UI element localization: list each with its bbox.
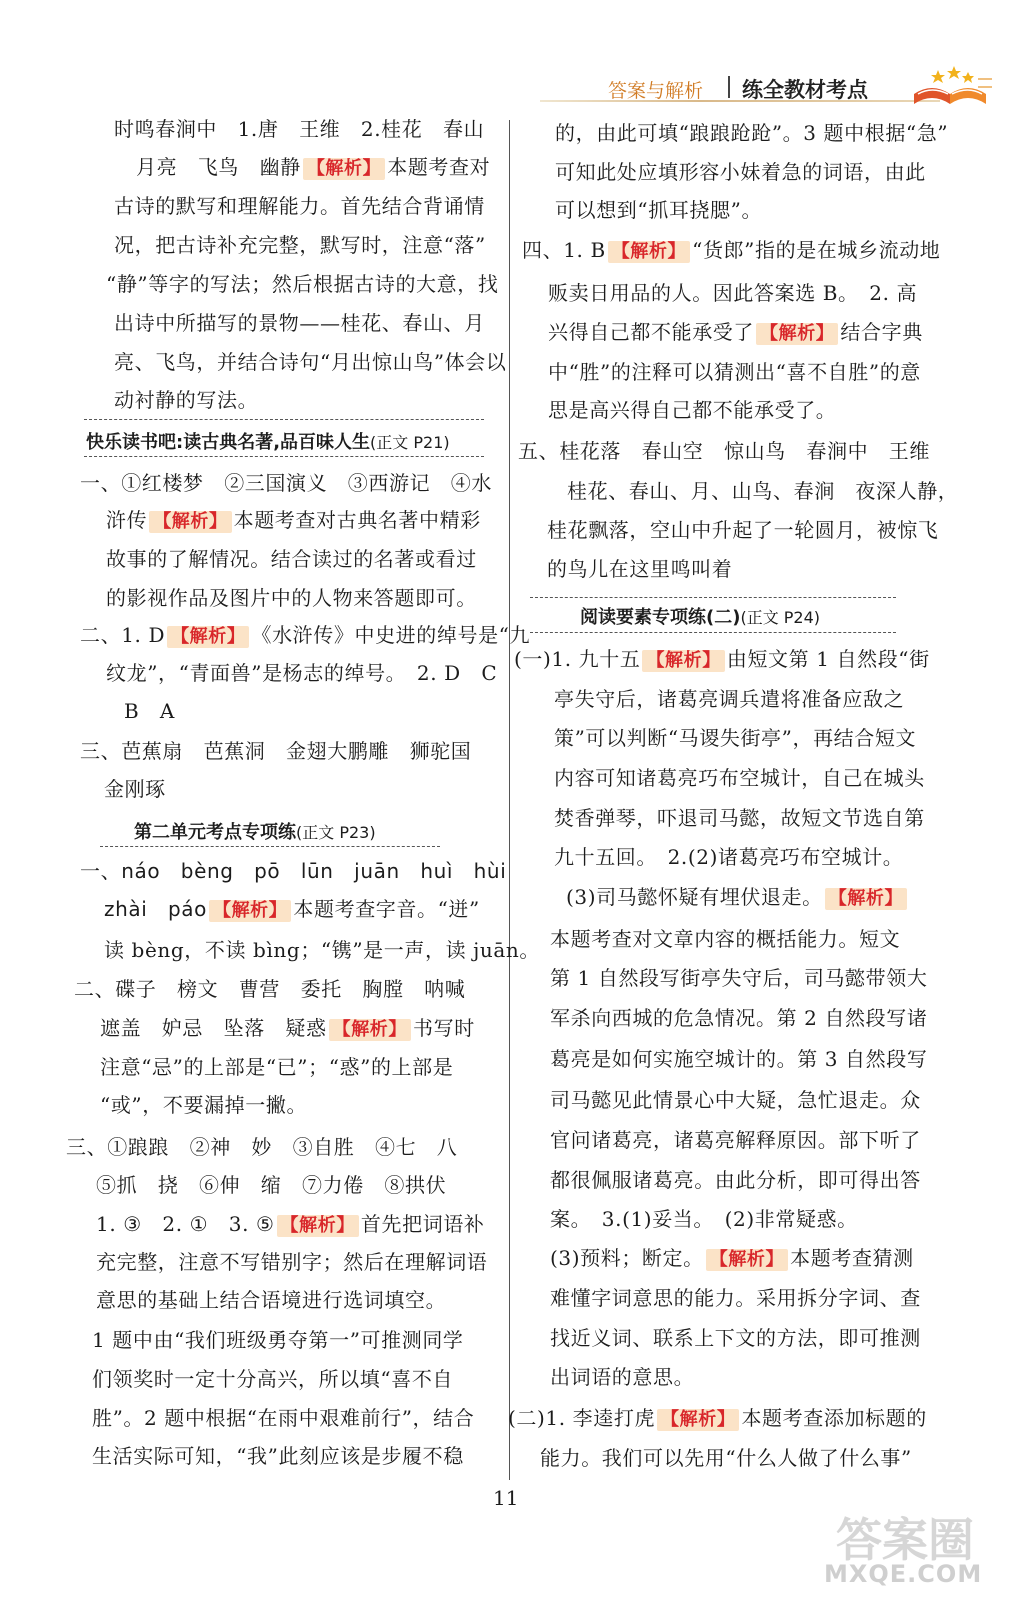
text-line: 五、桂花落 春山空 惊山鸟 春涧中 王维	[518, 439, 930, 463]
text-line: 注意“忌”的上部是“已”；“惑”的上部是	[100, 1055, 454, 1079]
section-rule	[84, 456, 484, 457]
text-line: 胜”。2 题中根据“在雨中艰难前行”，结合	[92, 1406, 475, 1430]
section-rule	[530, 597, 896, 598]
section-title: 快乐读书吧:读古典名著,品百味人生(正文 P21)	[86, 432, 450, 453]
text-line: 本题考查对文章内容的概括能力。短文	[550, 927, 901, 951]
text-line: (3)司马懿怀疑有埋伏退走。 【解析】	[566, 884, 909, 910]
text-line: 兴得自己都不能承受了 【解析】 结合字典	[548, 320, 923, 344]
analysis-tag: 【解析】	[642, 650, 724, 672]
text-line: 可以想到“抓耳挠腮”。	[555, 198, 763, 222]
text-line: 纹龙”，“青面兽”是杨志的绰号。 2. D C	[106, 661, 498, 685]
text-line: 桂花、春山、月、山鸟、春涧 夜深人静，	[567, 479, 959, 503]
text-line: 金刚琢	[104, 777, 166, 801]
text-line: 难懂字词意思的能力。采用拆分字词、查	[550, 1286, 921, 1310]
text-line: 二、1. D 【解析】 《水浒传》中史进的绰号是“九	[80, 623, 531, 647]
text-line: 的影视作品及图片中的人物来答题即可。	[106, 586, 477, 610]
text-line: 况，把古诗补充完整，默写时，注意“落”	[114, 233, 486, 257]
text-line: 内容可知诸葛亮巧布空城计，自己在城头	[554, 766, 925, 790]
text-line: 读 bèng，不读 bìng；“镌”是一声，读 juān。	[104, 938, 541, 962]
text-line: 中“胜”的注释可以猜测出“喜不自胜”的意	[548, 360, 921, 384]
text-line: 第 1 自然段写街亭失守后，司马懿带领大	[550, 966, 928, 990]
text-line: ⑤抓 挠 ⑥伸 缩 ⑦力倦 ⑧拱伏	[96, 1173, 447, 1197]
book-title: 练全教材考点	[742, 78, 868, 102]
analysis-tag: 【解析】	[277, 1215, 359, 1237]
column-divider	[509, 120, 510, 1480]
text-line: (二)1. 李逵打虎 【解析】 本题考查添加标题的	[508, 1406, 927, 1430]
analysis-tag: 【解析】	[825, 888, 907, 910]
text-line: 桂花飘落，空山中升起了一轮圆月，被惊飞	[547, 518, 939, 542]
text-line: “或”，不要漏掉一撇。	[100, 1093, 308, 1117]
text-line: 遮盖 妒忌 坠落 疑惑 【解析】 书写时	[100, 1016, 475, 1040]
text-line: 策”可以判断“马谡失街亭”，再结合短文	[554, 726, 917, 750]
text-line: 案。 3.(1)妥当。 (2)非常疑惑。	[550, 1207, 858, 1231]
text-line: 能力。我们可以先用“什么人做了什么事”	[540, 1446, 912, 1470]
analysis-tag: 【解析】	[756, 323, 838, 345]
text-line: (一)1. 九十五 【解析】 由短文第 1 自然段“街	[514, 647, 930, 671]
answers-label: 答案与解析	[608, 80, 704, 102]
text-line: 故事的了解情况。结合读过的名著或看过	[106, 547, 477, 571]
analysis-tag: 【解析】	[608, 241, 690, 263]
analysis-tag: 【解析】	[329, 1019, 411, 1041]
open-book-icon	[908, 64, 994, 108]
watermark-url: MXQE.COM	[824, 1560, 983, 1588]
text-line: 出词语的意思。	[550, 1365, 695, 1389]
watermark-logo: 答案圈	[836, 1513, 974, 1567]
text-line: 葛亮是如何实施空城计的。第 3 自然段写	[550, 1047, 928, 1071]
analysis-tag: 【解析】	[303, 158, 385, 180]
text-line: B A	[124, 699, 175, 723]
text-line: 焚香弹琴，吓退司马懿，故短文节选自第	[554, 806, 925, 830]
text-line: 可知此处应填形容小妹着急的词语，由此	[555, 160, 926, 184]
analysis-tag: 【解析】	[657, 1409, 739, 1431]
text-line: 亭失守后，诸葛亮调兵遣将准备应敌之	[554, 687, 905, 711]
text-line: 贩卖日用品的人。因此答案选 B。 2. 高	[548, 281, 918, 305]
text-line: 九十五回。 2.(2)诸葛亮巧布空城计。	[554, 845, 904, 869]
section-rule	[100, 846, 440, 847]
section-rule	[530, 632, 896, 633]
text-line: 意思的基础上结合语境进行选词填空。	[96, 1288, 447, 1312]
analysis-tag: 【解析】	[209, 900, 291, 922]
text-line: 军杀向西城的危急情况。第 2 自然段写诸	[550, 1006, 928, 1030]
text-line: 司马懿见此情景心中大疑，急忙退走。众	[550, 1088, 921, 1112]
section-rule	[84, 419, 484, 420]
text-line: 思是高兴得自己都不能承受了。	[548, 398, 837, 422]
text-line: 找近义词、联系上下文的方法，即可推测	[550, 1326, 921, 1350]
text-line: 月亮 飞鸟 幽静 【解析】 本题考查对	[136, 155, 491, 179]
text-line: (3)预料；断定。 【解析】 本题考查猜测	[550, 1246, 914, 1270]
text-line: 四、1. B 【解析】 “货郎”指的是在城乡流动地	[522, 238, 941, 262]
section-title: 第二单元考点专项练(正文 P23)	[134, 822, 376, 843]
text-line: 生活实际可知，“我”此刻应该是步履不稳	[92, 1444, 464, 1468]
analysis-tag: 【解析】	[167, 626, 249, 648]
text-line: 三、芭蕉扇 芭蕉洞 金翅大鹏雕 狮驼国	[80, 739, 472, 763]
header-separator	[728, 76, 730, 98]
text-line: 们领奖时一定十分高兴，所以填“喜不自	[92, 1367, 454, 1391]
text-line: 二、碟子 榜文 曹营 委托 胸膛 呐喊	[74, 977, 466, 1001]
text-line: 充完整，注意不写错别字；然后在理解词语	[96, 1250, 488, 1274]
page-header	[540, 70, 1000, 110]
section-title: 阅读要素专项练(二)(正文 P24)	[580, 607, 821, 628]
text-line: 官问诸葛亮，诸葛亮解释原因。部下听了	[550, 1128, 921, 1152]
text-line: 动衬静的写法。	[114, 388, 259, 412]
text-line: 一、①红楼梦 ②三国演义 ③西游记 ④水	[80, 471, 492, 495]
text-line: 亮、飞鸟，并结合诗句“月出惊山鸟”体会以	[114, 350, 507, 374]
text-line: 的，由此可填“踉踉跄跄”。3 题中根据“急”	[555, 121, 949, 145]
text-line: 三、①踉踉 ②神 妙 ③自胜 ④七 八	[66, 1135, 458, 1159]
header-underline	[540, 100, 940, 102]
text-line: 都很佩服诸葛亮。由此分析，即可得出答	[550, 1168, 921, 1192]
text-line: zhài páo 【解析】 本题考查字音。“迸”	[104, 897, 480, 921]
page-number: 11	[493, 1486, 519, 1510]
text-line: 时鸣春涧中 1.唐 王维 2.桂花 春山	[114, 117, 485, 141]
analysis-tag: 【解析】	[706, 1249, 788, 1271]
text-line: 1 题中由“我们班级勇夺第一”可推测同学	[92, 1328, 464, 1352]
text-line: “静”等字的写法；然后根据古诗的大意，找	[106, 272, 499, 296]
text-line: 的鸟儿在这里鸣叫着	[547, 557, 733, 581]
analysis-tag: 【解析】	[149, 511, 231, 533]
text-line: 一、náo bèng pō lūn juān huì hùi	[80, 859, 507, 883]
text-line: 古诗的默写和理解能力。首先结合背诵情	[114, 194, 485, 218]
text-line: 浒传 【解析】 本题考查对古典名著中精彩	[106, 508, 481, 532]
text-line: 出诗中所描写的景物——桂花、春山、月	[114, 311, 485, 335]
text-line: 1. ③ 2. ① 3. ⑤ 【解析】 首先把词语补	[96, 1212, 485, 1236]
